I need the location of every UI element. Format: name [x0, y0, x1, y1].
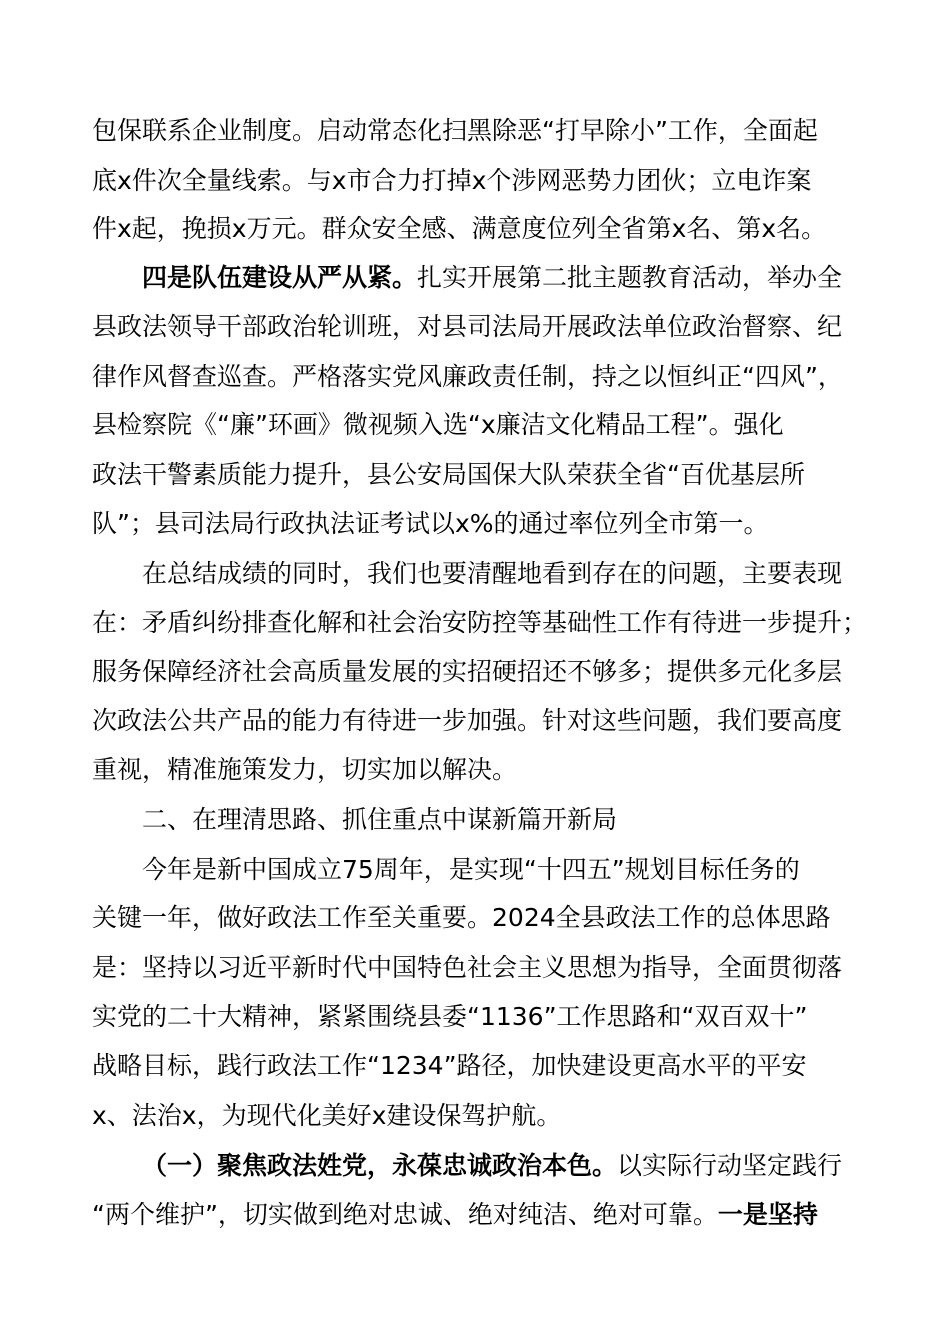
text-line: x、法治x，为现代化美好x建设保驾护航。	[92, 1101, 562, 1130]
text-run: 以实际行动坚定践行	[617, 1151, 843, 1180]
text-line: 关键一年，做好政法工作至关重要。2024全县政法工作的总体思路	[92, 903, 831, 932]
text-line: 队”；县司法局行政执法证考试以x%的通过率位列全市第一。	[92, 509, 769, 538]
text-line: 实党的二十大精神，紧紧围绕县委“1136”工作思路和“双百双十”	[92, 1002, 808, 1031]
text-line: 战略目标，践行政法工作“1234”路径，加快建设更高水平的平安	[92, 1051, 807, 1080]
text-line: 县检察院《“廉”环画》微视频入选“x廉洁文化精品工程”。强化	[92, 410, 784, 439]
paragraph-start: 在总结成绩的同时，我们也要清醒地看到存在的问题，主要表现	[142, 559, 843, 588]
text-line: 包保联系企业制度。启动常态化扫黑除恶“打早除小”工作，全面起	[92, 116, 818, 145]
paragraph-start	[142, 1151, 892, 1181]
section-heading: 二、在理清思路、抓住重点中谋新篇开新局	[142, 805, 618, 834]
paragraph-start: 今年是新中国成立75周年，是实现“十四五”规划目标任务的	[142, 855, 800, 884]
text-line: 服务保障经济社会高质量发展的实招硬招还不够多；提供多元化多层	[92, 657, 843, 686]
bold-lead: 四是队伍建设从严从紧。	[142, 263, 418, 292]
text-run: 扎实开展第二批主题教育活动，举办全	[417, 263, 843, 292]
text-line: 重视，精准施策发力，切实加以解决。	[92, 755, 518, 784]
paragraph-start	[142, 263, 892, 293]
text-line: 县政法领导干部政治轮训班，对县司法局开展政法单位政治督察、纪	[92, 312, 843, 341]
text-line	[92, 1200, 892, 1230]
text-line: 是：坚持以习近平新时代中国特色社会主义思想为指导，全面贯彻落	[92, 953, 843, 982]
text-line: 底x件次全量线索。与x市合力打掉x个涉网恶势力团伙；立电诈案	[92, 166, 812, 195]
text-line: 律作风督查巡查。严格落实党风廉政责任制，持之以恒纠正“四风”，	[92, 362, 843, 391]
bold-tail: 一是坚持	[717, 1200, 818, 1229]
text-run: “两个维护”，切实做到绝对忠诚、绝对纯洁、绝对可靠。	[92, 1200, 718, 1229]
text-line: 在：矛盾纠纷排查化解和社会治安防控等基础性工作有待进一步提升；	[92, 608, 868, 637]
text-line: 件x起，挽损x万元。群众安全感、满意度位列全省第x名、第x名。	[92, 214, 827, 243]
text-line: 次政法公共产品的能力有待进一步加强。针对这些问题，我们要高度	[92, 706, 843, 735]
text-line: 政法干警素质能力提升，县公安局国保大队荣获全省“百优基层所	[92, 460, 805, 489]
bold-lead: （一）聚焦政法姓党，永葆忠诚政治本色。	[142, 1151, 618, 1180]
